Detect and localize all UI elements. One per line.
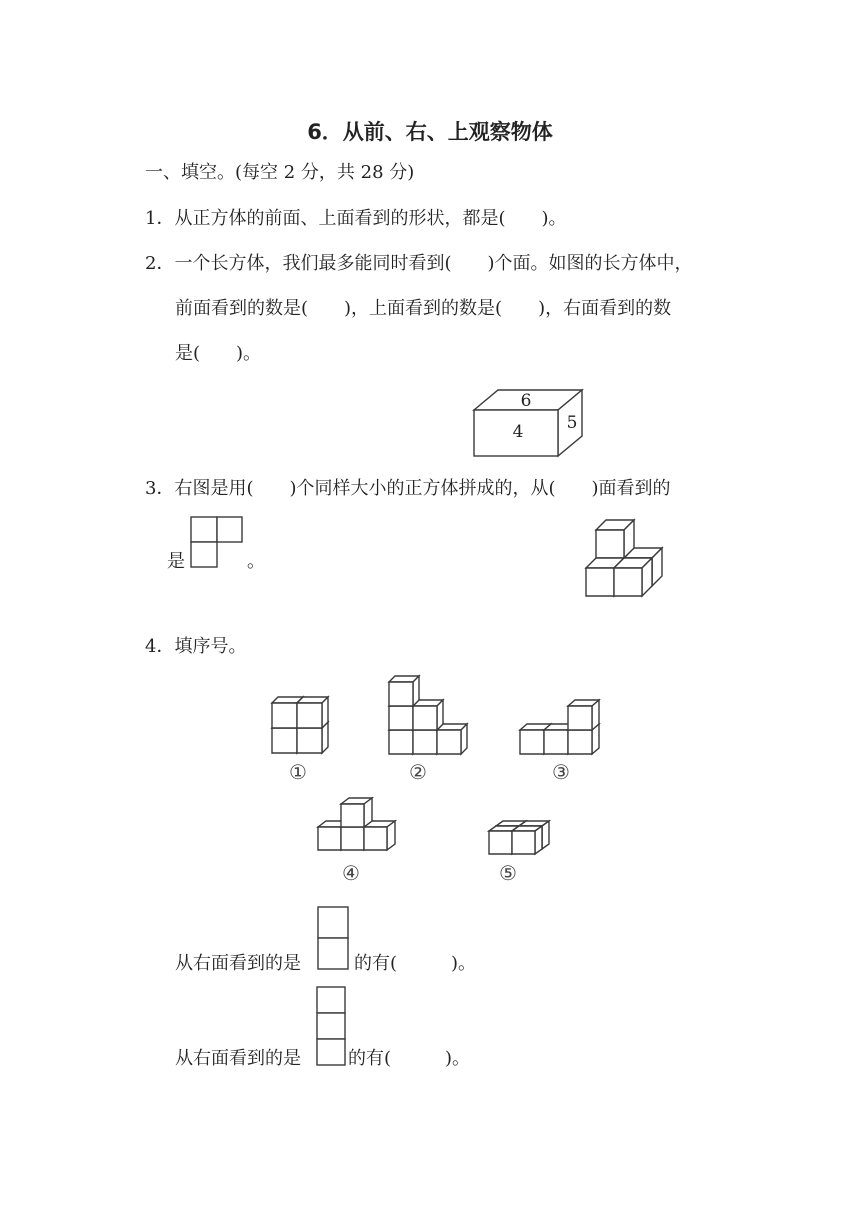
question-2-line-3: 是( )。	[175, 343, 262, 364]
figure-3-cubes	[518, 700, 600, 756]
cube	[341, 798, 372, 827]
q4-row-1-suffix: 的有( )。	[354, 953, 477, 974]
section-heading: 一、填空。(每空 2 分，共 28 分)	[145, 162, 415, 183]
figure-4-cubes	[316, 796, 398, 852]
q3-view-shape	[190, 516, 244, 568]
cube	[413, 700, 443, 730]
question-3-line-1: 3．右图是用( )个同样大小的正方体拼成的，从( )面看到的	[145, 478, 671, 499]
cube	[297, 697, 328, 728]
figure-5-label: ⑤	[499, 861, 517, 885]
figure-1-label: ①	[289, 760, 307, 784]
question-3-prefix: 是	[167, 551, 185, 572]
cube	[512, 826, 542, 854]
figure-2-label: ②	[409, 760, 427, 784]
cuboid-top-number: 6	[520, 391, 532, 411]
q3-cube-stack	[584, 518, 666, 598]
cube	[568, 700, 599, 730]
cube	[437, 724, 467, 754]
question-4-line-1: 4．填序号。	[145, 636, 247, 657]
figure-4-label: ④	[342, 861, 360, 885]
figure-5-cubes	[487, 812, 555, 856]
q4-row-1-prefix: 从右面看到的是	[175, 953, 301, 974]
figure-2-cubes	[387, 676, 469, 756]
q4-row-2-view-shape	[316, 986, 348, 1066]
question-1: 1．从正方体的前面、上面看到的形状，都是( )。	[145, 208, 567, 229]
q4-row-2-prefix: 从右面看到的是	[175, 1048, 301, 1069]
question-2-line-1: 2．一个长方体，我们最多能同时看到( )个面。如图的长方体中，	[145, 253, 693, 274]
page-title: 6．从前、右、上观察物体	[307, 120, 553, 144]
cube	[614, 558, 652, 596]
figure-1-cubes	[270, 697, 332, 755]
cube	[364, 821, 395, 850]
cuboid-right-number: 5	[566, 413, 578, 433]
q4-row-1-view-shape	[317, 906, 349, 970]
figure-3-label: ③	[552, 760, 570, 784]
q4-row-2-suffix: 的有( )。	[348, 1048, 471, 1069]
question-3-suffix: 。	[247, 551, 265, 572]
question-2-line-2: 前面看到的数是( )，上面看到的数是( )，右面看到的数	[175, 298, 672, 319]
cube	[596, 520, 634, 558]
cube	[389, 676, 419, 706]
cuboid-figure	[470, 386, 590, 460]
cuboid-front-number: 4	[512, 422, 524, 442]
